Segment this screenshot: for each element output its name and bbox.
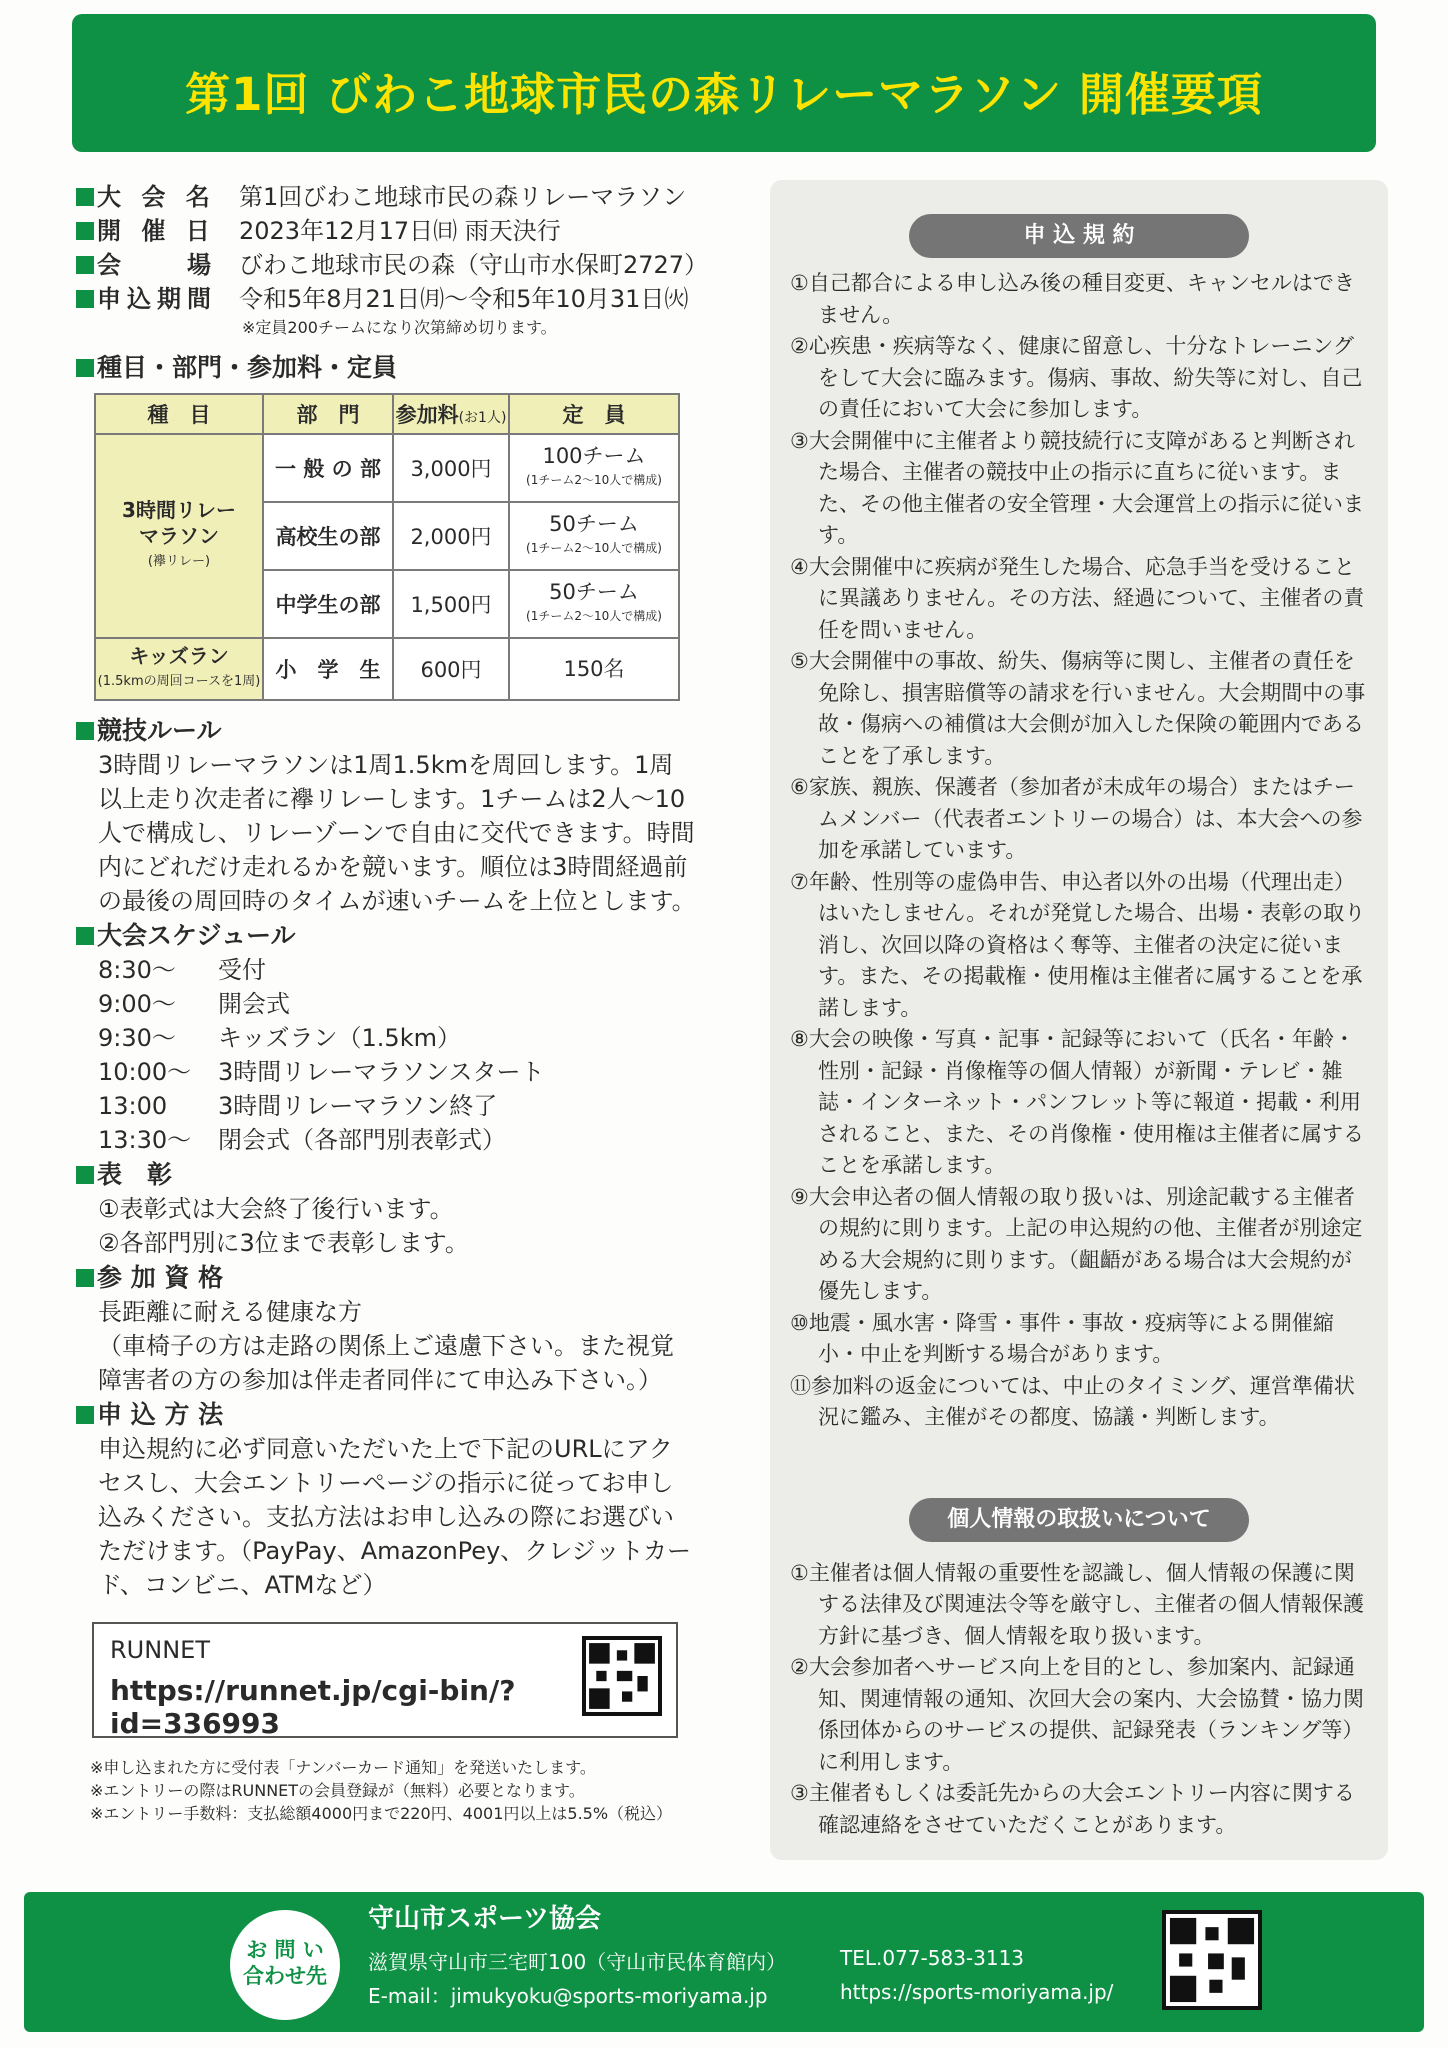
- left-column: [76, 180, 709, 1825]
- bullet-square-icon: [76, 222, 94, 240]
- schedule-item: 8:30〜 受付: [98, 956, 266, 984]
- list-item: ⑦年齢、性別等の虚偽申告、申込者以外の出場（代理出走）はいたしません。それが発覚した場合、出場・表彰の取り消し、次回以降の資格はく奪等、主催者の決定に従います。また、その掲載権・使用権は主催者に属することを承諾します。: [790, 869, 1366, 1020]
- fees-heading: 種目・部門・参加料・定員: [76, 350, 696, 385]
- info-key: 開 催 日: [97, 217, 216, 245]
- bullet-square-icon: [76, 927, 94, 945]
- fee-cell: 600円: [393, 638, 509, 700]
- schedule-item: 9:30〜 キッズラン（1.5km）: [98, 1024, 461, 1052]
- info-row-venue: [76, 248, 709, 282]
- terms-list: [770, 268, 1388, 1434]
- schedule-item: 9:00〜 開会式: [98, 990, 290, 1018]
- website-link[interactable]: https://sports-moriyama.jp/: [840, 1980, 1114, 2004]
- info-value: 第1回びわこ地球市民の森リレーマラソン: [239, 183, 687, 211]
- info-value: びわこ地球市民の森（守山市水保町2727）: [239, 251, 709, 279]
- col-header: 部 門: [263, 394, 393, 434]
- list-item: ⑥家族、親族、保護者（参加者が未成年の場合）またはチームメンバー（代表者エントリーの場合）は、本大会への参加を承諾しています。: [790, 775, 1363, 862]
- note-item: ※エントリーの際はRUNNETの会員登録が（無料）必要となります。: [90, 1781, 585, 1800]
- division-cell: 小 学 生: [263, 638, 393, 700]
- list-item: ⑤大会開催中の事故、紛失、傷病等に関し、主催者の責任を免除し、損害賠償等の請求を行いません。大会期間中の事故・傷病への補償は大会側が加入した保険の範囲内であることを了承します。: [790, 649, 1366, 768]
- privacy-heading: 個人情報の取扱いについて: [909, 1498, 1249, 1542]
- bullet-square-icon: [76, 290, 94, 308]
- list-item: ③大会開催中に主催者より競技続行に支障があると判断された場合、主催者の競技中止の指示に直ちに従います。また、その他主催者の安全管理・大会運営上の指示に従います。: [790, 428, 1364, 547]
- note-item: ※エントリー手数料：支払総額4000円まで220円、4001円以上は5.5%（税込）: [90, 1804, 673, 1823]
- bullet-square-icon: [76, 1406, 94, 1424]
- list-item: ⑨大会申込者の個人情報の取り扱いは、別途記載する主催者の規約に則ります。上記の申込規約の他、主催者が別途定める大会規約に則ります。（齟齬がある場合は大会規約が優先します。: [790, 1184, 1363, 1303]
- terms-heading: 申 込 規 約: [909, 214, 1249, 258]
- title-banner: [72, 14, 1376, 152]
- event-info: [76, 180, 709, 340]
- phone-number[interactable]: TEL.077-583-3113: [840, 1946, 1025, 1970]
- list-item: ④大会開催中に疾病が発生した場合、応急手当を受けることに異議ありません。その方法、経過について、主催者の責任を問いません。: [790, 554, 1365, 642]
- capacity-cell: 150名: [509, 638, 679, 700]
- list-item: ⑩地震・風水害・降雪・事件・事故・疫病等による開催縮小・中止を判断する場合があります。: [790, 1310, 1334, 1366]
- info-row-period: [76, 282, 696, 340]
- col-header: 種 目: [95, 394, 263, 434]
- info-row-name: [76, 180, 696, 214]
- category-kids: キッズラン (1.5kmの周回コースを1周): [95, 638, 263, 700]
- bullet-square-icon: [76, 256, 94, 274]
- terms-panel: [770, 180, 1388, 1860]
- schedule-item: 10:00〜 3時間リレーマラソンスタート: [98, 1058, 545, 1086]
- qualification-text: 長距離に耐える健康な方 （車椅子の方は走路の関係上ご遠慮下さい。また視覚障害者の方の参加は伴走者同伴にて申込み下さい。）: [98, 1298, 674, 1394]
- email-link[interactable]: E-mail：jimukyoku@sports-moriyama.jp: [368, 1984, 768, 2008]
- list-item: ②大会参加者へサービス向上を目的とし、参加案内、記録通知、関連情報の通知、次回大会の案内、大会協賛・協力関係団体からのサービスの提供、記録発表（ランキング等）に利用します。: [790, 1655, 1364, 1774]
- fee-cell: 1,500円: [393, 570, 509, 638]
- list-item: ⑧大会の映像・写真・記事・記録等において（氏名・年齢・性別・記録・肖像権等の個人情報）が新聞・テレビ・雑誌・インターネット・パンフレット等に報道・掲載・利用されること、また、その肖像権・使用権は主催者に属することを承諾します。: [790, 1027, 1364, 1177]
- info-row-date: [76, 214, 696, 248]
- fee-cell: 2,000円: [393, 502, 509, 570]
- privacy-list: [770, 1558, 1388, 1842]
- table-row: [95, 638, 679, 700]
- info-key: 申込期間: [97, 285, 217, 313]
- rules-text: 3時間リレーマラソンは1周1.5kmを周回します。1周以上走り次走者に襷リレーします。1チームは2人〜10人で構成し、リレーゾーンで自由に交代できます。時間内にどれだけ走れるかを競います。順位は3時間経過前の最後の周回時のタイムが速いチームを上位とします。: [98, 751, 696, 915]
- col-header: 参加料(お1人): [393, 394, 509, 434]
- division-cell: 一 般 の 部: [263, 434, 393, 502]
- runnet-box: [92, 1622, 678, 1738]
- info-key: 大 会 名: [97, 183, 216, 211]
- bullet-square-icon: [76, 1269, 94, 1287]
- division-cell: 中学生の部: [263, 570, 393, 638]
- table-header-row: [95, 394, 679, 434]
- apply-text: 申込規約に必ず同意いただいた上で下記のURLにアクセスし、大会エントリーページの指示に従ってお申し込みください。支払方法はお申し込みの際にお選びいただけます。（PayPay、AmazonPey、クレジットカード、コンビニ、ATMなど）: [98, 1435, 691, 1599]
- qr-code-icon[interactable]: [582, 1636, 662, 1716]
- address-text: 滋賀県守山市三宅町100（守山市民体育館内）: [368, 1950, 787, 1974]
- list-item: ①表彰式は大会終了後行います。: [98, 1195, 454, 1223]
- fee-cell: 3,000円: [393, 434, 509, 502]
- note-item: ※申し込まれた方に受付表「ナンバーカード通知」を発送いたします。: [90, 1758, 596, 1777]
- list-item: ②心疾患・疾病等なく、健康に留意し、十分なトレーニングをして大会に臨みます。傷病、事故、紛失等に対し、自己の責任において大会に参加します。: [790, 334, 1363, 421]
- info-note: ※定員200チームになり次第締め切ります。: [242, 318, 557, 337]
- list-item: ③主催者もしくは委託先からの大会エントリー内容に関する確認連絡をさせていただくことがあります。: [790, 1781, 1355, 1837]
- schedule-item: 13:30〜 閉会式（各部門別表彰式）: [98, 1126, 506, 1154]
- award-list: [76, 1192, 696, 1260]
- schedule-list: [76, 953, 696, 1157]
- schedule-heading: 大会スケジュール: [76, 918, 696, 953]
- qualification-heading: 参 加 資 格: [76, 1260, 696, 1295]
- runnet-url-link[interactable]: https://runnet.jp/cgi-bin/?id=336993: [110, 1674, 516, 1740]
- list-item: ①自己都合による申し込み後の種目変更、キャンセルはできません。: [790, 271, 1355, 327]
- organization-name: 守山市スポーツ協会: [368, 1904, 601, 1934]
- schedule-item: 13:00 3時間リレーマラソン終了: [98, 1092, 498, 1120]
- entry-notes: [90, 1756, 696, 1825]
- runnet-label: RUNNET: [110, 1636, 210, 1664]
- info-value: 2023年12月17日㈰ 雨天決行: [239, 217, 561, 245]
- col-header: 定 員: [509, 394, 679, 434]
- qr-code-icon[interactable]: [1162, 1910, 1262, 2010]
- apply-heading: 申 込 方 法: [76, 1397, 696, 1432]
- rules-heading: 競技ルール: [76, 713, 696, 748]
- list-item: ⑪参加料の返金については、中止のタイミング、運営準備状況に鑑み、主催がその都度、協議・判断します。: [790, 1373, 1355, 1429]
- capacity-cell: 100チーム (1チーム2〜10人で構成): [509, 434, 679, 502]
- contact-footer: [24, 1892, 1424, 2032]
- category-relay: 3時間リレー マラソン (襷リレー): [95, 434, 263, 638]
- bullet-square-icon: [76, 722, 94, 740]
- contact-badge: お 問 い 合わせ先: [230, 1910, 340, 2020]
- list-item: ①主催者は個人情報の重要性を認識し、個人情報の保護に関する法律及び関連法令等を厳守し、主催者の個人情報保護方針に基づき、個人情報を取り扱います。: [790, 1560, 1364, 1648]
- bullet-square-icon: [76, 1166, 94, 1184]
- capacity-cell: 50チーム (1チーム2〜10人で構成): [509, 502, 679, 570]
- fees-table: [94, 393, 680, 701]
- capacity-cell: 50チーム (1チーム2〜10人で構成): [509, 570, 679, 638]
- list-item: ②各部門別に3位まで表彰します。: [98, 1229, 469, 1257]
- info-value: 令和5年8月21日㈪〜令和5年10月31日㈫: [239, 285, 689, 313]
- page-title: 第1回 びわこ地球市民の森リレーマラソン 開催要項: [185, 68, 1263, 121]
- bullet-square-icon: [76, 359, 94, 377]
- award-heading: 表 彰: [76, 1157, 696, 1192]
- bullet-square-icon: [76, 188, 94, 206]
- info-key: 会 場: [97, 251, 217, 279]
- table-row: [95, 434, 679, 502]
- division-cell: 高校生の部: [263, 502, 393, 570]
